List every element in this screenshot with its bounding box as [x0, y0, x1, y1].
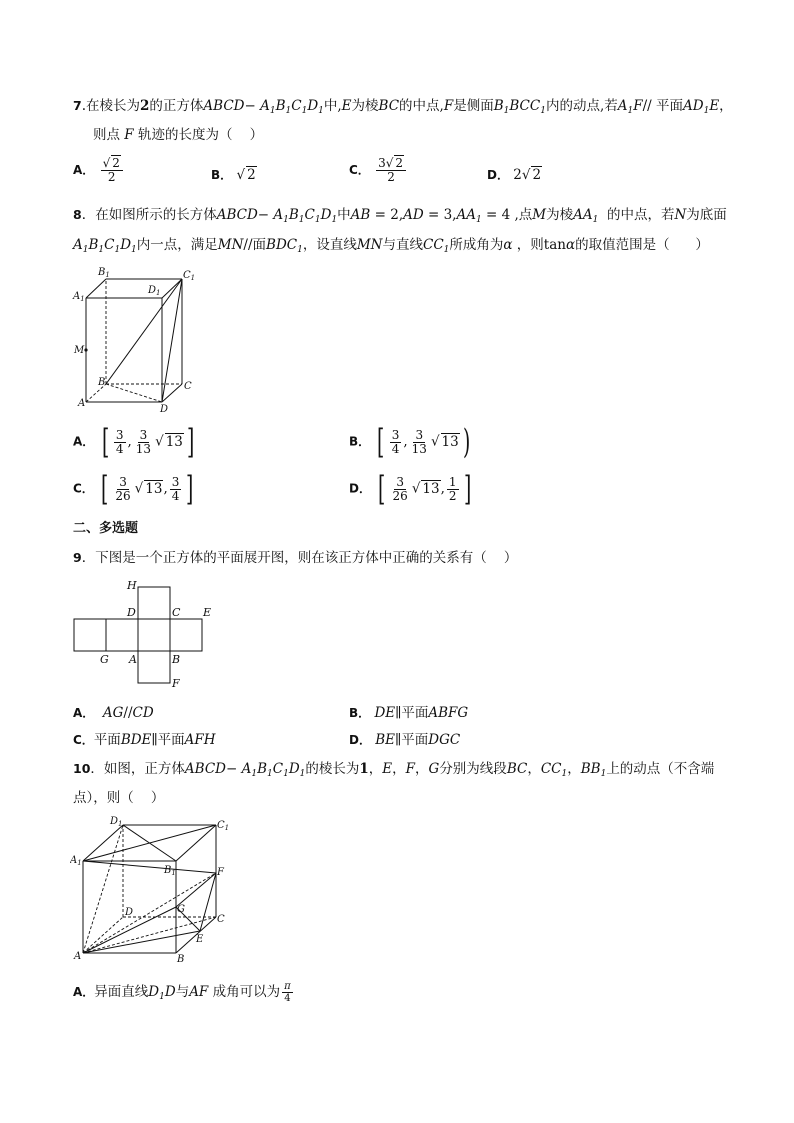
q8-label-c1: $C_1$	[183, 270, 196, 282]
q7-option-d[interactable]: D． 2√ 2	[487, 167, 542, 183]
q8-stem-line2: $A_1B_1C_1D_1$内一点，满足MN//面$BDC_1$，设直线MN与直线$CC_1$所成角为α ，则tanα的取值范围是（ ）	[73, 237, 709, 255]
q7-option-a[interactable]: A． $\frac{√ 2}{2}$	[73, 157, 125, 184]
q9-label-f: F	[172, 677, 180, 690]
q8-label-c: C	[184, 381, 192, 392]
q8-option-b[interactable]: B． [ $\frac{3}{4}$ , $\frac{3}{13}$ √ 13 )	[349, 422, 471, 462]
q7-option-b[interactable]: B． √ 2	[211, 167, 256, 183]
q10-option-a[interactable]: A．异面直线$D_1D$与AF 成角可以为 $\frac{\pi}{4}$	[73, 981, 291, 1004]
q10-label-d: D	[125, 907, 134, 918]
q10-figure-cube	[70, 815, 240, 965]
q8-option-c[interactable]: C． [ $\frac{3}{26}$ √ 13, $\frac{3}{4}$ ]	[73, 469, 194, 509]
q9-option-b[interactable]: B． DE∥平面ABFG	[349, 705, 469, 721]
q8-label-m: M	[74, 345, 85, 356]
q9-option-a[interactable]: A． AG//CD	[73, 705, 154, 721]
section2-heading: 二、多选题	[73, 521, 139, 536]
q7-stem-line2: 则点 F 轨迹的长度为（ ）	[93, 127, 264, 143]
q7-option-c[interactable]: C． $\frac{3√ 2}{2}$	[349, 157, 408, 184]
q9-label-c: C	[172, 606, 181, 619]
q9-label-a: A	[129, 653, 137, 666]
q10-label-b1: $B_1$	[164, 865, 176, 877]
q10-stem-line2: 点），则（ ）	[73, 790, 165, 806]
q9-label-d: D	[127, 606, 136, 619]
q10-label-a1: $A_1$	[70, 855, 82, 867]
q8-stem-line1: 8．在如图所示的长方体ABCD− $A_1B_1C_1D_1$中AB = $2,AD = 3,AA_1 = 4$ ,点M为棱$AA_1$ 的中点，若N为底面	[73, 207, 727, 225]
q10-label-b: B	[177, 954, 185, 965]
q10-label-e: E	[196, 934, 204, 945]
q10-label-c: C	[217, 914, 225, 925]
q9-label-e: E	[203, 606, 212, 619]
q9-label-g: G	[100, 653, 109, 666]
q8-figure-cuboid	[70, 265, 200, 415]
q10-label-c1: $C_1$	[217, 820, 230, 832]
q8-label-b1: $B_1$	[98, 267, 110, 279]
q10-label-g: G	[177, 904, 185, 915]
q9-label-b: B	[172, 653, 181, 666]
q8-label-d: D	[160, 404, 169, 415]
q8-label-a1: $A_1$	[73, 291, 85, 303]
q9-label-h: H	[127, 579, 137, 592]
q8-label-d1: $D_1$	[148, 285, 161, 297]
q8-option-a[interactable]: A． [ $\frac{3}{4}$ , $\frac{3}{13}$ √ 13 ]	[73, 422, 195, 462]
q8-option-d[interactable]: D． [ $\frac{3}{26}$ √ 13, $\frac{1}{2}$ ]	[349, 469, 471, 509]
q9-figure-net	[70, 577, 220, 692]
q9-stem: 9．下图是一个正方体的平面展开图，则在该正方体中正确的关系有（ ）	[73, 550, 518, 566]
q10-label-d1: $D_1$	[110, 816, 123, 828]
q8-label-b: B	[98, 377, 106, 388]
q8-label-a: A	[78, 398, 86, 409]
q10-label-f: F	[217, 867, 224, 878]
q9-option-d[interactable]: D． BE∥平面DGC	[349, 732, 461, 748]
q10-label-a: A	[74, 951, 82, 962]
q10-stem-line1: 10．如图，正方体ABCD− $A_1B_1C_1D_1$的棱长为1，E，F，G分别为线段BC，$CC_1$，$BB_1$上的动点（不含端	[73, 761, 715, 779]
q7-stem-line1: 7.在棱长为2的正方体ABCD− $A_1B_1C_1D_1$中,E为棱BC的中点,F是侧面$B_1BCC_1$内的动点,若$A_1F//$ 平面$AD_1E$，	[73, 98, 733, 116]
q9-option-c[interactable]: C．平面BDE∥平面AFH	[73, 732, 216, 748]
